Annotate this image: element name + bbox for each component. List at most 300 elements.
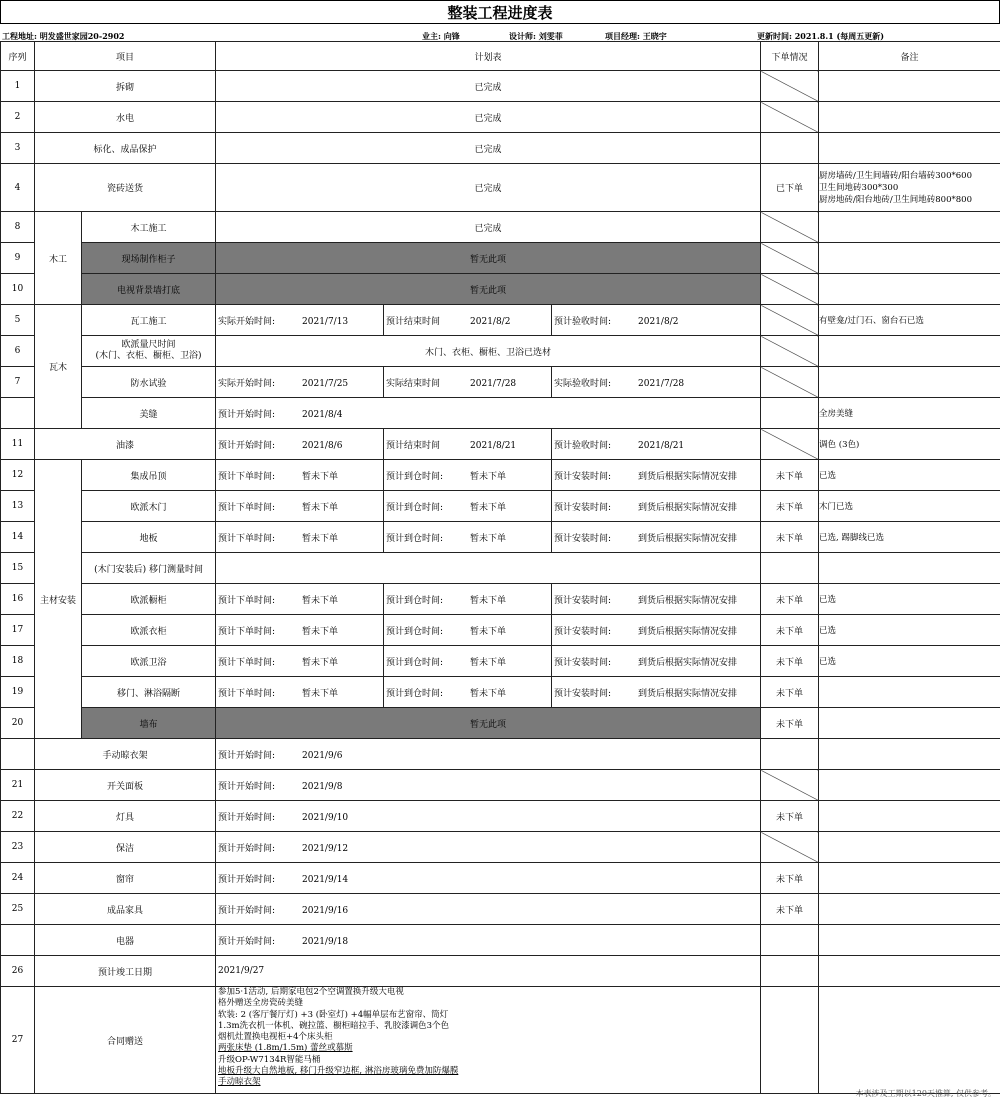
row-seq: 1 bbox=[1, 71, 35, 102]
plan-value: 2021/7/28 bbox=[470, 378, 517, 389]
owner-name: 业主: 向锋 bbox=[422, 31, 460, 41]
plan-value: 2021/7/25 bbox=[302, 378, 349, 389]
row-order: 未下单 bbox=[761, 894, 819, 925]
plan-cell bbox=[216, 305, 384, 336]
remark-line: 卫生间地砖300*300 bbox=[819, 182, 899, 193]
row-seq: 25 bbox=[1, 894, 35, 925]
row-order bbox=[761, 987, 819, 1094]
designer-name: 设计师: 刘雯菲 bbox=[509, 31, 563, 41]
plan-label: 预计开始时间: bbox=[218, 409, 276, 420]
plan-cell bbox=[216, 460, 384, 491]
footer-note: 本表涉及工期以120天推算, 仅供参考。 bbox=[855, 1089, 996, 1098]
row-plan: 木门、衣柜、橱柜、卫浴已选材 bbox=[216, 336, 761, 367]
row-item bbox=[82, 336, 216, 367]
row-seq: 4 bbox=[1, 164, 35, 212]
plan-cell bbox=[216, 770, 761, 801]
row-order bbox=[761, 133, 819, 164]
row-seq: 15 bbox=[1, 553, 35, 584]
row-order bbox=[761, 553, 819, 584]
plan-cell bbox=[216, 429, 384, 460]
plan-cell bbox=[552, 522, 761, 553]
row-item: 瓷砖送货 bbox=[35, 164, 216, 212]
plan-cell bbox=[216, 925, 761, 956]
table-row bbox=[1, 553, 1000, 584]
plan-cell bbox=[384, 677, 552, 708]
plan-value: 暂未下单 bbox=[470, 502, 507, 513]
table-row bbox=[1, 460, 1000, 491]
row-item: 防水试验 bbox=[82, 367, 216, 398]
row-seq: 17 bbox=[1, 615, 35, 646]
row-item-line: (木门、衣柜、橱柜、卫浴) bbox=[95, 351, 202, 361]
plan-cell bbox=[384, 522, 552, 553]
plan-label: 预计安装时间: bbox=[554, 502, 612, 513]
plan-label: 预计开始时间: bbox=[218, 440, 276, 451]
row-seq: 13 bbox=[1, 491, 35, 522]
order-na-cell bbox=[761, 274, 819, 305]
row-item: 水电 bbox=[35, 102, 216, 133]
row-remark: 已选 bbox=[819, 615, 1000, 646]
header-row bbox=[1, 42, 1000, 71]
order-na-cell bbox=[761, 102, 819, 133]
plan-value: 到货后根据实际情况安排 bbox=[638, 688, 738, 699]
gift-line: 地板升级大自然地板, 移门升级窄边框, 淋浴房玻璃免费加防爆膜 bbox=[218, 1066, 459, 1077]
row-plan: 已完成 bbox=[216, 164, 761, 212]
plan-cell bbox=[216, 615, 384, 646]
plan-value: 2021/9/10 bbox=[302, 812, 349, 823]
plan-label: 预计到仓时间: bbox=[386, 471, 444, 482]
plan-value: 2021/9/6 bbox=[302, 750, 343, 761]
row-remark bbox=[819, 863, 1000, 894]
row-item: 欧派衣柜 bbox=[82, 615, 216, 646]
row-seq: 5 bbox=[1, 305, 35, 336]
row-remark bbox=[819, 987, 1000, 1094]
row-order: 未下单 bbox=[761, 863, 819, 894]
row-remark bbox=[819, 677, 1000, 708]
row-remark bbox=[819, 956, 1000, 987]
gift-list bbox=[216, 987, 761, 1094]
row-remark bbox=[819, 212, 1000, 243]
table-row bbox=[1, 164, 1000, 212]
row-item: 灯具 bbox=[35, 801, 216, 832]
row-remark bbox=[819, 894, 1000, 925]
row-plan: 已完成 bbox=[216, 212, 761, 243]
table-row bbox=[1, 102, 1000, 133]
plan-cell bbox=[216, 522, 384, 553]
gift-line: 1.3m洗衣机一体机、碗拉篮、橱柜暗拉手、乳胶漆调色3个色 bbox=[218, 1020, 450, 1031]
row-remark bbox=[819, 801, 1000, 832]
table-row bbox=[1, 646, 1000, 677]
plan-cell bbox=[552, 491, 761, 522]
plan-value: 暂未下单 bbox=[470, 595, 507, 606]
row-seq: 19 bbox=[1, 677, 35, 708]
plan-value: 到货后根据实际情况安排 bbox=[638, 502, 738, 513]
table-row bbox=[1, 429, 1000, 460]
row-order: 未下单 bbox=[761, 646, 819, 677]
order-na-cell bbox=[761, 336, 819, 367]
plan-cell bbox=[216, 491, 384, 522]
row-item: 油漆 bbox=[35, 429, 216, 460]
plan-value: 暂未下单 bbox=[302, 471, 339, 482]
plan-value: 2021/8/21 bbox=[638, 440, 685, 451]
table-row bbox=[1, 739, 1000, 770]
plan-label: 预计安装时间: bbox=[554, 688, 612, 699]
row-remark: 已选 bbox=[819, 584, 1000, 615]
plan-label: 预计结束时间 bbox=[386, 440, 441, 451]
row-item: 木工施工 bbox=[82, 212, 216, 243]
row-seq: 21 bbox=[1, 770, 35, 801]
plan-label: 预计到仓时间: bbox=[386, 688, 444, 699]
plan-cell bbox=[384, 429, 552, 460]
plan-value: 2021/8/21 bbox=[470, 440, 517, 451]
row-seq bbox=[1, 739, 35, 770]
plan-cell bbox=[384, 491, 552, 522]
row-item: (木门安装后) 移门测量时间 bbox=[82, 553, 216, 584]
row-order: 未下单 bbox=[761, 491, 819, 522]
row-seq: 3 bbox=[1, 133, 35, 164]
plan-label: 预计安装时间: bbox=[554, 533, 612, 544]
gift-line: 烟机灶置换电视柜+4个床头柜 bbox=[218, 1032, 333, 1043]
plan-cell bbox=[552, 367, 761, 398]
row-remark bbox=[819, 336, 1000, 367]
plan-label: 预计到仓时间: bbox=[386, 657, 444, 668]
plan-cell bbox=[552, 615, 761, 646]
row-seq bbox=[1, 398, 35, 429]
row-item: 成品家具 bbox=[35, 894, 216, 925]
row-item: 合同赠送 bbox=[35, 987, 216, 1094]
row-order: 未下单 bbox=[761, 460, 819, 491]
plan-cell bbox=[384, 584, 552, 615]
table-row bbox=[1, 801, 1000, 832]
table-row bbox=[1, 956, 1000, 987]
row-seq: 12 bbox=[1, 460, 35, 491]
row-item-line: 欧派量尺时间 bbox=[121, 340, 176, 350]
plan-value: 2021/8/2 bbox=[470, 316, 511, 327]
plan-cell bbox=[216, 894, 761, 925]
plan-value: 2021/9/18 bbox=[302, 936, 349, 947]
row-item: 窗帘 bbox=[35, 863, 216, 894]
row-seq: 24 bbox=[1, 863, 35, 894]
plan-label: 预计下单时间: bbox=[218, 595, 276, 606]
plan-cell bbox=[384, 646, 552, 677]
plan-label: 实际验收时间: bbox=[554, 378, 612, 389]
table-row bbox=[1, 770, 1000, 801]
gift-line: 手动晾衣架 bbox=[218, 1077, 261, 1088]
plan-label: 预计到仓时间: bbox=[386, 533, 444, 544]
table-row bbox=[1, 491, 1000, 522]
group-label-material: 主材安装 bbox=[35, 460, 82, 739]
row-remark: 已选 bbox=[819, 646, 1000, 677]
table-row bbox=[1, 133, 1000, 164]
row-item: 移门、淋浴隔断 bbox=[82, 677, 216, 708]
plan-label: 预计安装时间: bbox=[554, 657, 612, 668]
gift-line: 升级OP-W7134R智能马桶 bbox=[218, 1054, 321, 1065]
row-item: 开关面板 bbox=[35, 770, 216, 801]
plan-value: 2021/7/28 bbox=[638, 378, 685, 389]
order-na-cell bbox=[761, 212, 819, 243]
plan-label: 预计安装时间: bbox=[554, 471, 612, 482]
header-item: 项目 bbox=[35, 42, 216, 71]
table-row bbox=[1, 708, 1000, 739]
table-row bbox=[1, 863, 1000, 894]
row-remark: 调色 (3色) bbox=[819, 429, 1000, 460]
row-order bbox=[761, 956, 819, 987]
row-seq: 6 bbox=[1, 336, 35, 367]
plan-label: 预计安装时间: bbox=[554, 595, 612, 606]
row-remark bbox=[819, 71, 1000, 102]
gift-line: 格外赠送全房瓷砖美缝 bbox=[218, 998, 304, 1009]
row-seq: 23 bbox=[1, 832, 35, 863]
plan-label: 预计验收时间: bbox=[554, 440, 612, 451]
row-item: 欧派木门 bbox=[82, 491, 216, 522]
row-seq: 9 bbox=[1, 243, 35, 274]
table-row bbox=[1, 71, 1000, 102]
remark-line: 厨房墙砖/卫生间墙砖/阳台墙砖300*600 bbox=[819, 170, 972, 181]
plan-value: 2021/9/16 bbox=[302, 905, 349, 916]
row-item: 预计竣工日期 bbox=[35, 956, 216, 987]
plan-value: 2021/7/13 bbox=[302, 316, 349, 327]
row-remark bbox=[819, 243, 1000, 274]
row-plan: 暂无此项 bbox=[216, 708, 761, 739]
row-item: 欧派卫浴 bbox=[82, 646, 216, 677]
order-na-cell bbox=[761, 243, 819, 274]
plan-cell bbox=[216, 367, 384, 398]
plan-label: 预计到仓时间: bbox=[386, 595, 444, 606]
row-remark bbox=[819, 708, 1000, 739]
plan-value: 到货后根据实际情况安排 bbox=[638, 533, 738, 544]
row-seq: 26 bbox=[1, 956, 35, 987]
plan-value: 2021/9/8 bbox=[302, 781, 343, 792]
plan-label: 预计下单时间: bbox=[218, 502, 276, 513]
row-order: 未下单 bbox=[761, 584, 819, 615]
manager-name: 项目经理: 王晓宇 bbox=[605, 31, 667, 41]
plan-value: 2021/8/4 bbox=[302, 409, 343, 420]
plan-cell bbox=[216, 801, 761, 832]
row-seq: 16 bbox=[1, 584, 35, 615]
plan-value: 到货后根据实际情况安排 bbox=[638, 595, 738, 606]
row-remark bbox=[819, 832, 1000, 863]
row-seq: 8 bbox=[1, 212, 35, 243]
row-item: 标化、成品保护 bbox=[35, 133, 216, 164]
row-order: 未下单 bbox=[761, 801, 819, 832]
table-row bbox=[1, 212, 1000, 243]
plan-value: 暂未下单 bbox=[302, 626, 339, 637]
row-seq bbox=[1, 925, 35, 956]
row-remark: 有壁龛/过门石、窗台石已选 bbox=[819, 305, 1000, 336]
row-remark bbox=[819, 553, 1000, 584]
table-row bbox=[1, 677, 1000, 708]
group-label-carpentry: 木工 bbox=[35, 212, 82, 305]
row-plan: 暂无此项 bbox=[216, 274, 761, 305]
sheet-title: 整装工程进度表 bbox=[0, 0, 1000, 24]
row-seq: 2 bbox=[1, 102, 35, 133]
row-remark: 已选 bbox=[819, 460, 1000, 491]
gift-line: 软装: 2 (客厅餐厅灯) +3 (卧室灯) +4幅单层布艺窗帘、筒灯 bbox=[218, 1009, 449, 1020]
row-item: 电视背景墙打底 bbox=[82, 274, 216, 305]
row-item: 墙布 bbox=[82, 708, 216, 739]
plan-value: 暂未下单 bbox=[470, 626, 507, 637]
row-seq: 11 bbox=[1, 429, 35, 460]
table-row bbox=[1, 584, 1000, 615]
row-seq: 18 bbox=[1, 646, 35, 677]
row-seq: 14 bbox=[1, 522, 35, 553]
row-plan: 2021/9/27 bbox=[216, 956, 761, 987]
plan-cell bbox=[216, 832, 761, 863]
plan-value: 2021/9/12 bbox=[302, 843, 349, 854]
table-row bbox=[1, 832, 1000, 863]
plan-label: 预计验收时间: bbox=[554, 316, 612, 327]
table-row bbox=[1, 615, 1000, 646]
plan-label: 预计下单时间: bbox=[218, 471, 276, 482]
row-order bbox=[761, 739, 819, 770]
plan-label: 预计开始时间: bbox=[218, 781, 276, 792]
row-item: 手动晾衣架 bbox=[35, 739, 216, 770]
row-order: 未下单 bbox=[761, 708, 819, 739]
order-na-cell bbox=[761, 429, 819, 460]
table-row bbox=[1, 987, 1000, 1094]
row-order: 未下单 bbox=[761, 522, 819, 553]
plan-value: 暂未下单 bbox=[302, 595, 339, 606]
plan-value: 暂未下单 bbox=[470, 471, 507, 482]
order-na-cell bbox=[761, 305, 819, 336]
row-plan: 已完成 bbox=[216, 133, 761, 164]
plan-value: 到货后根据实际情况安排 bbox=[638, 471, 738, 482]
table-row bbox=[1, 894, 1000, 925]
row-order bbox=[761, 925, 819, 956]
row-item: 电器 bbox=[35, 925, 216, 956]
plan-value: 2021/8/6 bbox=[302, 440, 343, 451]
row-item: 保洁 bbox=[35, 832, 216, 863]
plan-label: 预计开始时间: bbox=[218, 750, 276, 761]
row-seq: 7 bbox=[1, 367, 35, 398]
plan-label: 预计到仓时间: bbox=[386, 626, 444, 637]
row-remark bbox=[819, 739, 1000, 770]
plan-label: 预计到仓时间: bbox=[386, 502, 444, 513]
header-seq: 序列 bbox=[1, 42, 35, 71]
header-order: 下单情况 bbox=[761, 42, 819, 71]
plan-label: 实际开始时间: bbox=[218, 316, 276, 327]
plan-cell bbox=[384, 460, 552, 491]
row-plan bbox=[216, 553, 761, 584]
row-remark: 全房美缝 bbox=[819, 398, 1000, 429]
order-na-cell bbox=[761, 71, 819, 102]
plan-value: 暂未下单 bbox=[470, 533, 507, 544]
row-order: 未下单 bbox=[761, 615, 819, 646]
row-plan: 暂无此项 bbox=[216, 243, 761, 274]
row-remark: 已选, 踢脚线已选 bbox=[819, 522, 1000, 553]
row-item: 欧派橱柜 bbox=[82, 584, 216, 615]
progress-table bbox=[0, 41, 1000, 1094]
table-row bbox=[1, 367, 1000, 398]
plan-label: 实际开始时间: bbox=[218, 378, 276, 389]
row-remark bbox=[819, 770, 1000, 801]
plan-cell bbox=[552, 305, 761, 336]
plan-cell bbox=[216, 584, 384, 615]
group-label-tile: 瓦木 bbox=[35, 305, 82, 429]
row-item: 现场制作柜子 bbox=[82, 243, 216, 274]
row-remark bbox=[819, 925, 1000, 956]
plan-cell bbox=[216, 677, 384, 708]
plan-cell bbox=[216, 863, 761, 894]
plan-label: 预计结束时间 bbox=[386, 316, 441, 327]
row-item: 拆砌 bbox=[35, 71, 216, 102]
table-row bbox=[1, 398, 1000, 429]
plan-value: 暂未下单 bbox=[470, 657, 507, 668]
gift-line: 两张床垫 (1.8m/1.5m) 蕾丝或慕斯 bbox=[218, 1043, 353, 1054]
plan-label: 预计开始时间: bbox=[218, 843, 276, 854]
row-remark bbox=[819, 102, 1000, 133]
plan-value: 暂未下单 bbox=[302, 502, 339, 513]
plan-cell bbox=[552, 677, 761, 708]
row-remark bbox=[819, 133, 1000, 164]
plan-value: 暂未下单 bbox=[470, 688, 507, 699]
plan-cell bbox=[384, 367, 552, 398]
plan-value: 暂未下单 bbox=[302, 657, 339, 668]
row-order: 已下单 bbox=[761, 164, 819, 212]
project-address: 工程地址: 明发盛世家园20-2902 bbox=[2, 31, 125, 41]
plan-cell bbox=[216, 646, 384, 677]
plan-label: 预计下单时间: bbox=[218, 657, 276, 668]
plan-cell bbox=[552, 584, 761, 615]
row-order bbox=[761, 398, 819, 429]
project-info bbox=[0, 24, 1000, 42]
row-remark bbox=[819, 367, 1000, 398]
row-item: 集成吊顶 bbox=[82, 460, 216, 491]
plan-label: 实际结束时间 bbox=[386, 378, 441, 389]
update-time: 更新时间: 2021.8.1 (每周五更新) bbox=[757, 31, 885, 41]
plan-value: 到货后根据实际情况安排 bbox=[638, 657, 738, 668]
row-seq: 27 bbox=[1, 987, 35, 1094]
plan-cell bbox=[552, 429, 761, 460]
table-row bbox=[1, 336, 1000, 367]
row-plan: 已完成 bbox=[216, 71, 761, 102]
plan-value: 2021/9/14 bbox=[302, 874, 349, 885]
row-remark bbox=[819, 274, 1000, 305]
row-plan: 已完成 bbox=[216, 102, 761, 133]
plan-value: 到货后根据实际情况安排 bbox=[638, 626, 738, 637]
order-na-cell bbox=[761, 832, 819, 863]
row-seq: 22 bbox=[1, 801, 35, 832]
plan-value: 暂未下单 bbox=[302, 533, 339, 544]
row-item: 瓦工施工 bbox=[82, 305, 216, 336]
plan-label: 预计开始时间: bbox=[218, 812, 276, 823]
plan-label: 预计开始时间: bbox=[218, 874, 276, 885]
row-remark: 木门已选 bbox=[819, 491, 1000, 522]
row-seq: 10 bbox=[1, 274, 35, 305]
table-row bbox=[1, 522, 1000, 553]
plan-label: 预计下单时间: bbox=[218, 688, 276, 699]
plan-cell bbox=[384, 615, 552, 646]
header-plan: 计划表 bbox=[216, 42, 761, 71]
table-row bbox=[1, 243, 1000, 274]
row-item: 地板 bbox=[82, 522, 216, 553]
row-remark bbox=[819, 164, 1000, 212]
gift-line: 参加5·1活动, 后期家电包2个空调置换升级大电视 bbox=[218, 987, 404, 997]
plan-cell bbox=[552, 460, 761, 491]
plan-cell bbox=[384, 305, 552, 336]
plan-label: 预计下单时间: bbox=[218, 626, 276, 637]
table-row bbox=[1, 274, 1000, 305]
plan-label: 预计安装时间: bbox=[554, 626, 612, 637]
row-item: 美缝 bbox=[82, 398, 216, 429]
order-na-cell bbox=[761, 367, 819, 398]
row-order: 未下单 bbox=[761, 677, 819, 708]
order-na-cell bbox=[761, 770, 819, 801]
plan-cell bbox=[552, 646, 761, 677]
plan-cell bbox=[216, 739, 761, 770]
plan-label: 预计开始时间: bbox=[218, 936, 276, 947]
table-row bbox=[1, 305, 1000, 336]
header-remark: 备注 bbox=[819, 42, 1000, 71]
